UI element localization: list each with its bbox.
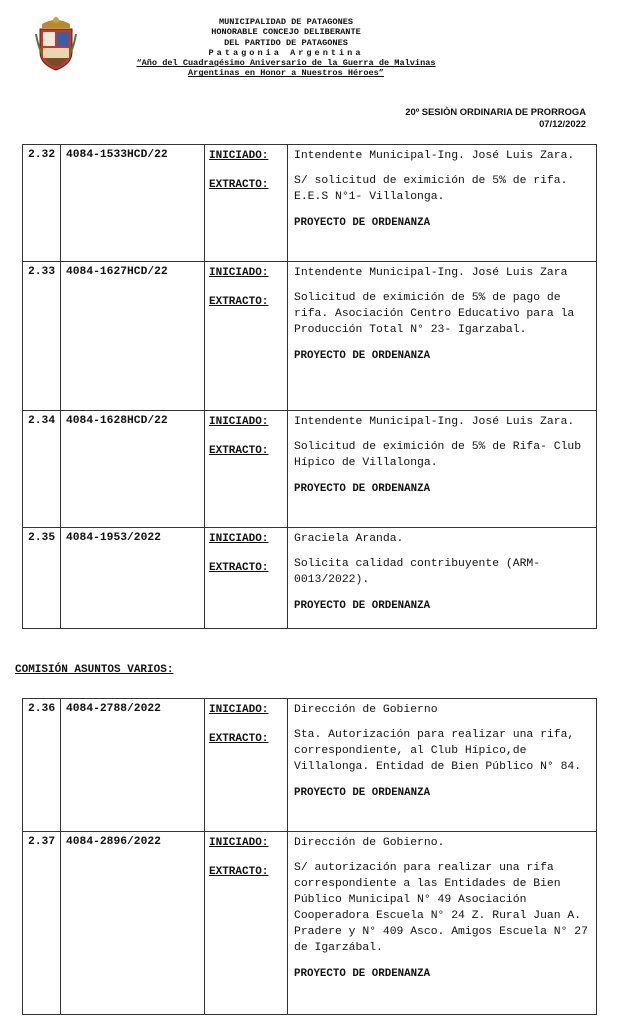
labels-cell [205,832,288,1015]
item-number: 2.33 [23,262,61,411]
iniciado-label: INICIADO: [209,704,269,716]
extracto-text: S/ solicitud de eximición de 5% de rifa. E.E.S N°1- Villalonga. [294,175,568,203]
labels-cell [205,145,288,262]
header-council: HONORABLE CONCEJO DELIBERANTE [211,27,361,38]
expediente-number: 4084-1953/2022 [61,528,205,629]
labels-cell [205,699,288,832]
table-row [23,262,597,411]
header-motto-line2: Argentinas en Honor a Nuestros Héroes” [188,68,384,79]
labels-cell [205,262,288,411]
extracto-text: Solicita calidad contribuyente (ARM-0013/2022). [294,558,541,586]
item-number: 2.32 [23,145,61,262]
extracto-label: EXTRACTO: [209,296,269,308]
expedientes-table-1 [22,144,597,629]
extracto-text: Sta. Autorización para realizar una rifa, correspondiente, al Club Hípico,de Villalonga. Entidad de Bien Público N° 84. [294,729,582,773]
extracto-label: EXTRACTO: [209,866,269,878]
extracto-label: EXTRACTO: [209,733,269,745]
extracto-text: S/ autorización para realizar una rifa correspondiente a las Entidades de Bien Público Municipal N° 49 Asociación Cooperadora Escuela N° 24 Z. Rural Juan A. Pradere y N° 409 Asco. Amigos Escuela N° 27 de Igarzábal. [294,862,588,954]
extracto-label: EXTRACTO: [209,562,269,574]
expediente-number: 4084-1627HCD/22 [61,262,205,411]
iniciado-label: INICIADO: [209,150,269,162]
iniciado-text: Intendente Municipal-Ing. José Luis Zara. [294,416,575,428]
extracto-label: EXTRACTO: [209,179,269,191]
session-title: 20º SESIÒN ORDINARIA DE PRORROGA [405,106,586,117]
content-cell [288,262,597,411]
iniciado-text: Intendente Municipal-Ing. José Luis Zara. [294,150,575,162]
content-cell [288,411,597,528]
proyecto-type: PROYECTO DE ORDENANZA [294,787,431,799]
iniciado-text: Intendente Municipal-Ing. José Luis Zara [294,267,568,279]
expediente-number: 4084-1628HCD/22 [61,411,205,528]
section-title: COMISIÓN ASUNTOS VARIOS: [15,664,174,676]
table-row [23,145,597,262]
iniciado-text: Dirección de Gobierno [294,704,438,716]
iniciado-text: Graciela Aranda. [294,533,404,545]
expediente-number: 4084-2896/2022 [61,832,205,1015]
item-number: 2.35 [23,528,61,629]
document-header [100,17,472,79]
extracto-label: EXTRACTO: [209,445,269,457]
proyecto-type: PROYECTO DE ORDENANZA [294,968,431,980]
session-info [405,106,586,130]
table-row [23,528,597,629]
expedientes-table-2 [22,698,597,1015]
proyecto-type: PROYECTO DE ORDENANZA [294,217,431,229]
iniciado-label: INICIADO: [209,837,269,849]
iniciado-label: INICIADO: [209,416,269,428]
proyecto-type: PROYECTO DE ORDENANZA [294,600,431,612]
proyecto-type: PROYECTO DE ORDENANZA [294,350,431,362]
iniciado-label: INICIADO: [209,533,269,545]
header-district: DEL PARTIDO DE PATAGONES [224,37,348,48]
item-number: 2.37 [23,832,61,1015]
iniciado-text: Dirección de Gobierno. [294,837,445,849]
item-number: 2.36 [23,699,61,832]
table-row [23,699,597,832]
content-cell [288,145,597,262]
content-cell [288,699,597,832]
extracto-text: Solicitud de eximición de 5% de pago de rifa. Asociación Centro Educativo para la Producción Total N° 23- Igarzabal. [294,292,575,336]
iniciado-label: INICIADO: [209,267,269,279]
header-motto-line1: “Año del Cuadragésimo Aniversario de la Guerra de Malvinas [136,58,436,69]
extracto-text: Solicitud de eximición de 5% de Rifa- Club Hípico de Villalonga. [294,441,582,469]
expediente-number: 4084-2788/2022 [61,699,205,832]
expediente-number: 4084-1533HCD/22 [61,145,205,262]
header-region: Patagonia Argentina [208,47,364,58]
content-cell [288,528,597,629]
municipal-seal-icon [34,14,78,72]
session-date: 07/12/2022 [539,118,586,129]
table-row [23,832,597,1015]
header-municipality: MUNICIPALIDAD DE PATAGONES [218,17,354,27]
labels-cell [205,528,288,629]
proyecto-type: PROYECTO DE ORDENANZA [294,483,431,495]
labels-cell [205,411,288,528]
item-number: 2.34 [23,411,61,528]
table-row [23,411,597,528]
content-cell [288,832,597,1015]
